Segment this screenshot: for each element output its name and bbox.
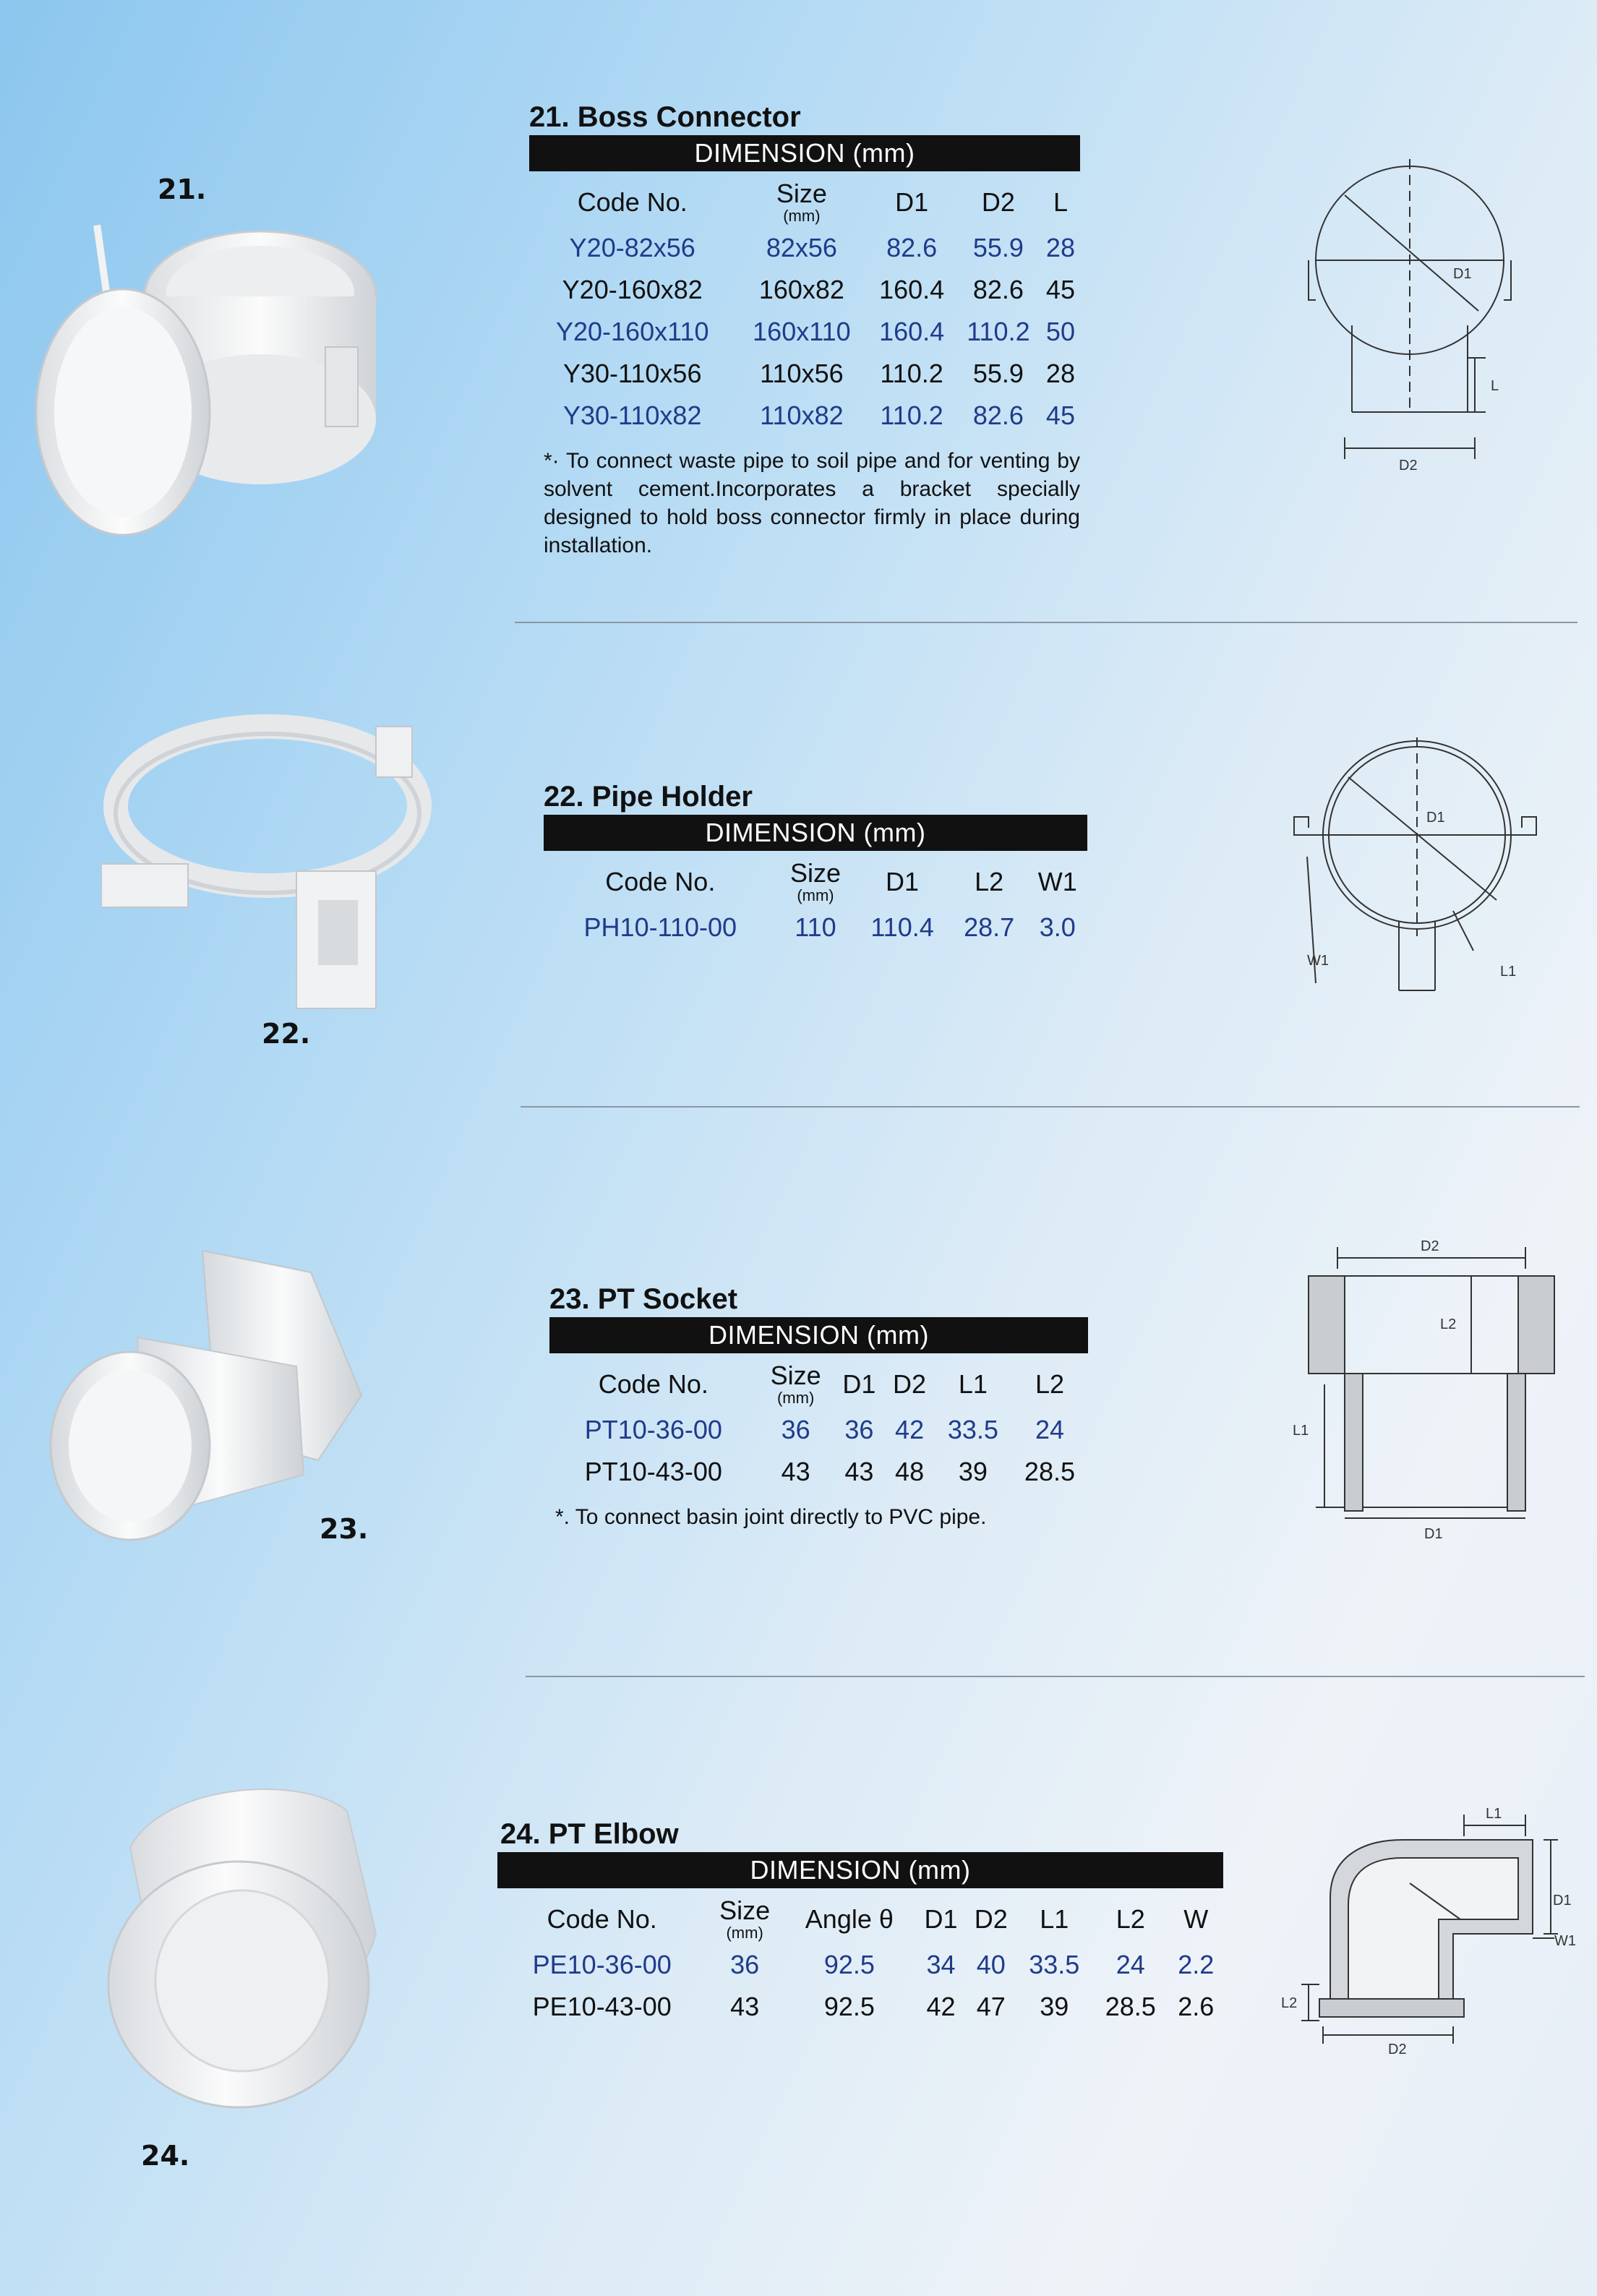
dimension-header: DIMENSION (mm) (529, 135, 1080, 171)
col-d2: D2 (974, 1903, 1008, 1934)
dimension-table (549, 1353, 1088, 1493)
label-l: L (1491, 378, 1499, 394)
label-d2: D2 (1421, 1238, 1439, 1254)
label-l2: L2 (1281, 1995, 1298, 2011)
pt-elbow-image (87, 1768, 390, 2115)
section-pt-socket (549, 1283, 1088, 1531)
col-size: Size (mm) (719, 1896, 771, 1942)
table-row: Y20-82x56 82x56 82.6 55.9 28 (569, 232, 1075, 262)
pipe-holder-image (101, 712, 441, 1016)
section-title: 23. PT Socket (549, 1283, 738, 1315)
col-l2: L2 (1035, 1368, 1064, 1399)
col-d1: D1 (842, 1368, 876, 1399)
label-l2: L2 (1440, 1316, 1457, 1332)
label-l1: L1 (1486, 1806, 1502, 1822)
label-d1: D1 (1553, 1893, 1572, 1909)
col-size: Size (mm) (776, 179, 827, 225)
dimension-table (529, 171, 1080, 437)
section-divider (515, 622, 1577, 623)
col-code: Code No. (605, 866, 716, 896)
col-l1: L1 (958, 1368, 988, 1399)
table-row: PT10-43-00 43 43 48 39 28.5 (584, 1456, 1075, 1486)
table-row: PE10-43-00 43 92.5 42 47 39 28.5 2.6 (532, 1991, 1215, 2021)
pt-elbow-diagram (1280, 1804, 1583, 2057)
label-w1: W1 (1554, 1933, 1576, 1949)
col-size: Size (mm) (770, 1361, 821, 1407)
col-code: Code No. (577, 187, 688, 217)
col-d1: D1 (924, 1903, 958, 1934)
col-d1: D1 (895, 187, 929, 217)
table-row: Y30-110x56 110x56 110.2 55.9 28 (562, 358, 1075, 388)
col-size: Size (mm) (789, 858, 841, 904)
label-l1: L1 (1293, 1423, 1309, 1439)
dimension-table (497, 1888, 1223, 2028)
table-row: Y20-160x82 160x82 160.4 82.6 45 (562, 274, 1075, 304)
section-title: 24. PT Elbow (500, 1818, 679, 1850)
label-d1: D1 (1453, 266, 1472, 282)
product-note: *. To connect basin joint directly to PVC pipe. (555, 1504, 987, 1529)
boss-connector-diagram (1294, 152, 1540, 477)
col-w: W (1183, 1903, 1209, 1934)
product-number: 23. (320, 1513, 369, 1545)
boss-connector-image (22, 166, 398, 549)
dimension-header: DIMENSION (mm) (497, 1852, 1223, 1888)
label-d2: D2 (1399, 458, 1418, 474)
dimension-header: DIMENSION (mm) (544, 815, 1087, 851)
col-l2: L2 (1116, 1903, 1145, 1934)
table-row: Y20-160x110 160x110 160.4 110.2 50 (555, 316, 1075, 346)
label-d2: D2 (1388, 2042, 1407, 2057)
col-w1: W1 (1037, 866, 1077, 896)
section-divider (526, 1676, 1585, 1677)
table-row: PE10-36-00 36 92.5 34 40 33.5 24 2.2 (532, 1949, 1215, 1979)
section-pipe-holder (544, 781, 1087, 948)
section-title: 21. Boss Connector (529, 101, 801, 133)
label-d1: D1 (1426, 810, 1445, 826)
dimension-header: DIMENSION (mm) (549, 1317, 1088, 1353)
col-angle: Angle θ (805, 1903, 894, 1934)
pt-socket-image (43, 1243, 376, 1547)
table-row: PH10-110-00 110 110.4 28.7 3.0 (583, 912, 1076, 942)
table-row: PT10-36-00 36 36 42 33.5 24 (584, 1414, 1064, 1444)
col-code: Code No. (598, 1368, 708, 1399)
table-row: Y30-110x82 110x82 110.2 82.6 45 (562, 400, 1075, 430)
dimension-table (544, 851, 1087, 948)
col-l1: L1 (1040, 1903, 1069, 1934)
pt-socket-diagram (1280, 1229, 1569, 1547)
product-number: 21. (158, 174, 207, 205)
section-boss-connector (529, 101, 1080, 560)
col-code: Code No. (547, 1903, 657, 1934)
col-l2: L2 (975, 866, 1004, 896)
product-number: 24. (141, 2140, 190, 2172)
label-d1: D1 (1424, 1526, 1443, 1542)
section-divider (521, 1106, 1580, 1108)
col-d2: D2 (893, 1368, 927, 1399)
section-title: 22. Pipe Holder (544, 781, 753, 813)
section-pt-elbow (497, 1818, 1223, 2028)
pipe-holder-diagram (1287, 727, 1547, 1008)
label-w1: W1 (1307, 953, 1329, 969)
label-l1: L1 (1500, 964, 1517, 980)
col-d1: D1 (886, 866, 920, 896)
product-note: *· To connect waste pipe to soil pipe and for venting by solvent cement.Incorporates a bracket specially designed to hold boss connector firmly in place during installation. (544, 448, 1080, 557)
product-number: 22. (262, 1018, 311, 1050)
col-d2: D2 (981, 187, 1015, 217)
col-l: L (1053, 187, 1068, 217)
